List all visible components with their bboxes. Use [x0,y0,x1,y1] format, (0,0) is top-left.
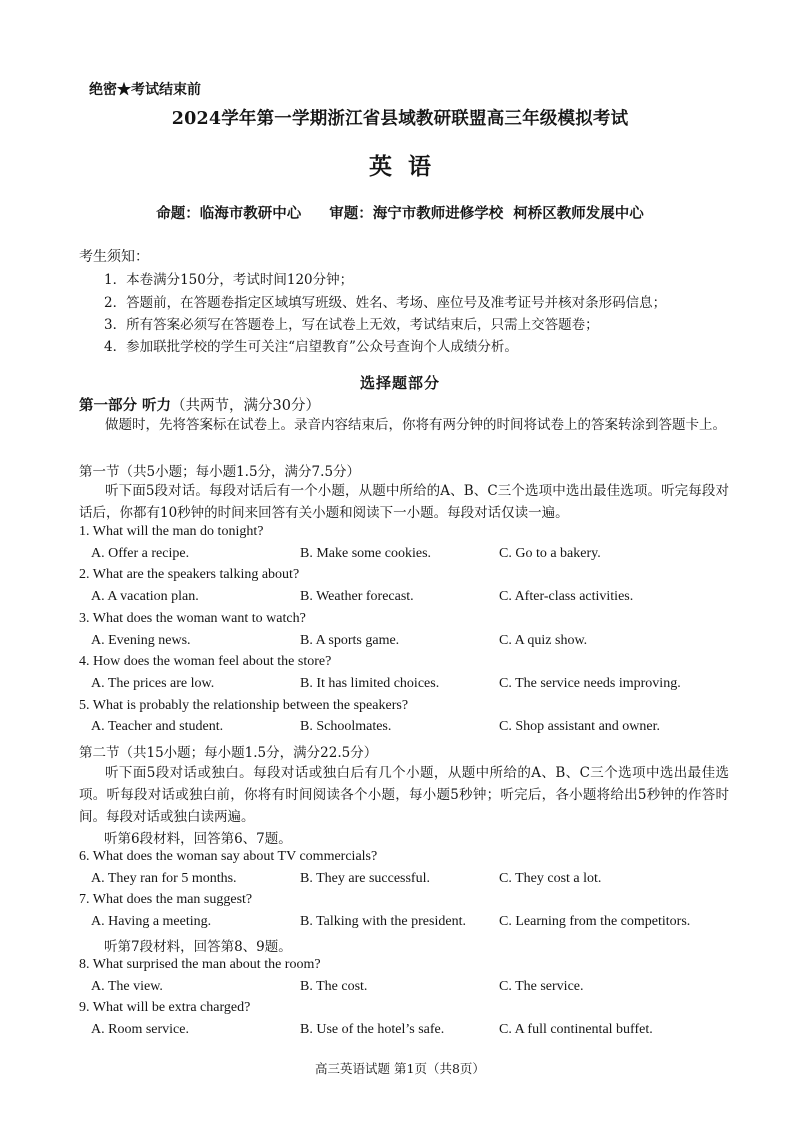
reviewer-2: 柯桥区教师发展中心 [513,205,644,222]
option-a: A. Offer a recipe. [91,546,190,561]
option-c: C. The service. [499,979,584,994]
question-5: 5. What is probably the relationship between the speakers? [79,698,409,713]
option-b: B. Talking with the president. [300,914,466,929]
option-a: A. A vacation plan. [91,589,199,604]
question-2: 2. What are the speakers talking about? [79,567,300,582]
option-c: C. A quiz show. [499,633,588,648]
option-c: C. The service needs improving. [499,676,681,691]
option-b: B. Use of the hotel’s safe. [300,1022,445,1037]
question-9: 9. What will be extra charged? [79,1000,251,1015]
notice-item: 1．本卷满分150分，考试时间120分钟； [104,272,354,288]
option-b: B. Weather forecast. [300,589,414,604]
question-3: 3. What does the woman want to watch? [79,611,306,626]
confidential-mark: 绝密★考试结束前 [89,82,201,98]
question-8: 8. What surprised the man about the room? [79,957,321,972]
page-footer: 高三英语试题 第1页（共8页） [315,1061,485,1076]
listen-note-6: 听第6段材料，回答第6、7题。 [104,831,292,847]
reviewer: 审题：海宁市教师进修学校 [329,205,504,222]
option-c: C. They cost a lot. [499,871,602,886]
question-7: 7. What does the man suggest? [79,892,253,907]
option-a: A. Teacher and student. [91,719,224,734]
option-c: C. Shop assistant and owner. [499,719,660,734]
section-title: 选择题部分 [359,374,440,392]
part1-instruction: 做题时，先将答案标在试卷上。录音内容结束后，你将有两分钟的时间将试卷上的答案转涂到答题卡上。 [105,417,726,433]
option-a: A. Having a meeting. [91,914,212,929]
question-4: 4. How does the woman feel about the store? [79,654,332,669]
section2-title: 第二节（共15小题；每小题1.5分，满分22.5分） [79,745,378,761]
option-b: B. The cost. [300,979,368,994]
option-b: B. Schoolmates. [300,719,392,734]
exam-title: 2024学年第一学期浙江省县域教研联盟高三年级模拟考试 [171,109,629,129]
section1-instruction: 听下面5段对话。每段对话后有一个小题，从题中所给的A、B、C三个选项中选出最佳选项。听完每段对话后，你都有10秒钟的时间来回答有关小题和阅读下一小题。每段对话仅读一遍。 [79,483,729,521]
section1-title: 第一节（共5小题；每小题1.5分，满分7.5分） [79,464,361,480]
option-a: A. The prices are low. [91,676,215,691]
notice-item: 2．答题前，在答题卷指定区域填写班级、姓名、考场、座位号及准考证号并核对条形码信息； [104,295,667,311]
proposer: 命题：临海市教研中心 [156,205,302,222]
option-b: B. They are successful. [300,871,430,886]
authors-line [0,202,800,223]
listen-note-7: 听第7段材料，回答第8、9题。 [104,939,292,955]
question-6: 6. What does the woman say about TV commercials? [79,849,378,864]
part1-title: 第一部分 听力 [79,397,172,414]
option-a: A. The view. [91,979,163,994]
option-b: B. It has limited choices. [300,676,440,691]
option-a: A. Room service. [91,1022,189,1037]
part1-heading [79,394,320,415]
notice-heading: 考生须知： [79,249,149,265]
notice-item: 3．所有答案必须写在答题卷上，写在试卷上无效，考试结束后，只需上交答题卷； [104,317,599,333]
subject-title: 英语 [369,153,447,180]
notice-item: 4．参加联批学校的学生可关注“启望教育”公众号查询个人成绩分析。 [104,339,518,355]
option-c: C. Go to a bakery. [499,546,601,561]
question-1: 1. What will the man do tonight? [79,524,264,539]
option-a: A. Evening news. [91,633,191,648]
section2-instruction: 听下面5段对话或独白。每段对话或独白后有几个小题，从题中所给的A、B、C三个选项中选出最佳选项。听每段对话或独白前，你将有时间阅读各个小题，每小题5秒钟；听完后，各小题将给出5秒钟的作答时间。每段对话或独白读两遍。 [79,765,729,825]
part1-note: （共两节，满分30分） [171,398,321,414]
option-b: B. Make some cookies. [300,546,432,561]
option-c: C. After-class activities. [499,589,634,604]
option-a: A. They ran for 5 months. [91,871,237,886]
option-b: B. A sports game. [300,633,400,648]
option-c: C. A full continental buffet. [499,1022,653,1037]
option-c: C. Learning from the competitors. [499,914,691,929]
